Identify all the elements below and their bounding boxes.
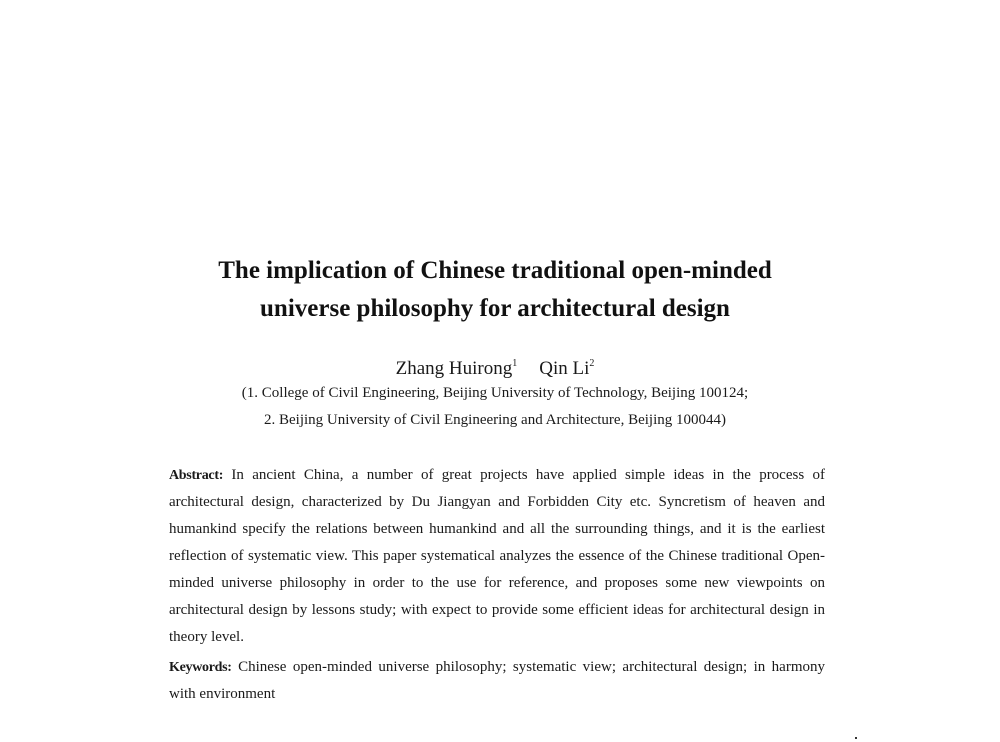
paper-title-line-2: universe philosophy for architectural design [260, 295, 730, 322]
keywords-paragraph [169, 654, 825, 708]
abstract-paragraph [169, 462, 825, 651]
author-2-name: Qin Li [539, 358, 590, 379]
author-2-affiliation-mark: 2 [589, 358, 595, 369]
abstract-text: In ancient China, a number of great projects have applied simple ideas in the process of architectural design, characterized by Du Jiangyan and Forbidden City etc. Syncretism of heaven and humankind specify the relations between humankind and all the surrounding things, and it is the earliest reflection of systematic view. This paper systematical analyzes the essence of the Chinese traditional Open-minded universe philosophy in order to the use for reference, and proposes some new viewpoints on architectural design by lessons study; with expect to provide some efficient ideas for architectural design in theory level. [169, 467, 826, 645]
abstract-label: Abstract: [169, 468, 224, 483]
paper-title [120, 252, 870, 328]
affiliation-line-2: 2. Beijing University of Civil Engineering and Architecture, Beijing 100044) [264, 412, 726, 428]
author-1-name: Zhang Huirong [395, 358, 513, 379]
paper-title-line-1: The implication of Chinese traditional open-minded [218, 257, 772, 284]
affiliation-line-1: (1. College of Civil Engineering, Beijing University of Technology, Beijing 100124; [241, 385, 749, 401]
keywords-label: Keywords: [169, 660, 232, 675]
keywords-text: Chinese open-minded universe philosophy; systematic view; architectural design; in harmony with environment [169, 659, 825, 702]
author-list [120, 352, 870, 381]
author-1-affiliation-mark: 1 [512, 358, 518, 369]
scan-speck-mark [855, 737, 857, 739]
